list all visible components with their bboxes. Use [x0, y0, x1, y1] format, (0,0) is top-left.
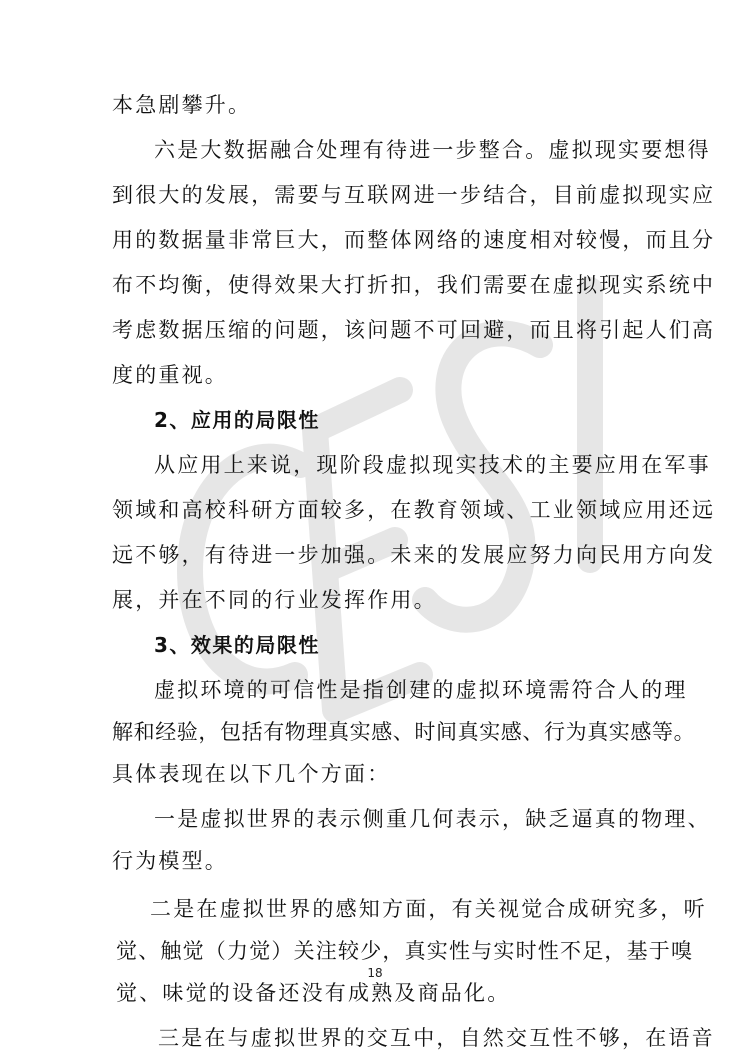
paragraph-line: 六是大数据融合处理有待进一步整合。虚拟现实要想得 [154, 138, 711, 162]
paragraph-line: 三是在与虚拟世界的交互中，自然交互性不够，在语音 [158, 1026, 715, 1050]
paragraph-line: 一是虚拟世界的表示侧重几何表示，缺乏逼真的物理、 [154, 807, 711, 831]
paragraph-line: 领域和高校科研方面较多，在教育领域、工业领域应用还远 [112, 498, 716, 522]
section-heading: 2、应用的局限性 [154, 408, 320, 432]
paragraph-line: 用的数据量非常巨大，而整体网络的速度相对较慢，而且分 [112, 228, 716, 252]
paragraph-line: 本急剧攀升。 [112, 93, 252, 117]
paragraph-line: 考虑数据压缩的问题，该问题不可回避，而且将引起人们高 [112, 318, 716, 342]
paragraph-line: 解和经验，包括有物理真实感、时间真实感、行为真实感等。 [112, 720, 696, 744]
paragraph-line: 到很大的发展，需要与互联网进一步结合，目前虚拟现实应 [112, 183, 716, 207]
paragraph-line: 远不够，有待进一步加强。未来的发展应努力向民用方向发 [112, 543, 716, 567]
page-number: 18 [367, 966, 383, 980]
paragraph-line: 二是在虚拟世界的感知方面，有关视觉合成研究多，听 [150, 897, 707, 921]
paragraph-line: 觉、触觉（力觉）关注较少，真实性与实时性不足，基于嗅 [116, 939, 694, 963]
paragraph-line: 行为模型。 [112, 849, 228, 873]
paragraph-line: 展，并在不同的行业发挥作用。 [112, 588, 437, 612]
paragraph-line: 从应用上来说，现阶段虚拟现实技术的主要应用在军事 [154, 453, 711, 477]
section-heading: 3、效果的局限性 [154, 633, 320, 657]
paragraph-line: 度的重视。 [112, 363, 228, 387]
paragraph-line: 具体表现在以下几个方面： [112, 762, 391, 786]
paragraph-line: 觉、味觉的设备还没有成熟及商品化。 [116, 981, 511, 1005]
paragraph-line: 虚拟环境的可信性是指创建的虚拟环境需符合人的理 [154, 678, 688, 702]
paragraph-line: 布不均衡，使得效果大打折扣，我们需要在虚拟现实系统中 [112, 273, 716, 297]
